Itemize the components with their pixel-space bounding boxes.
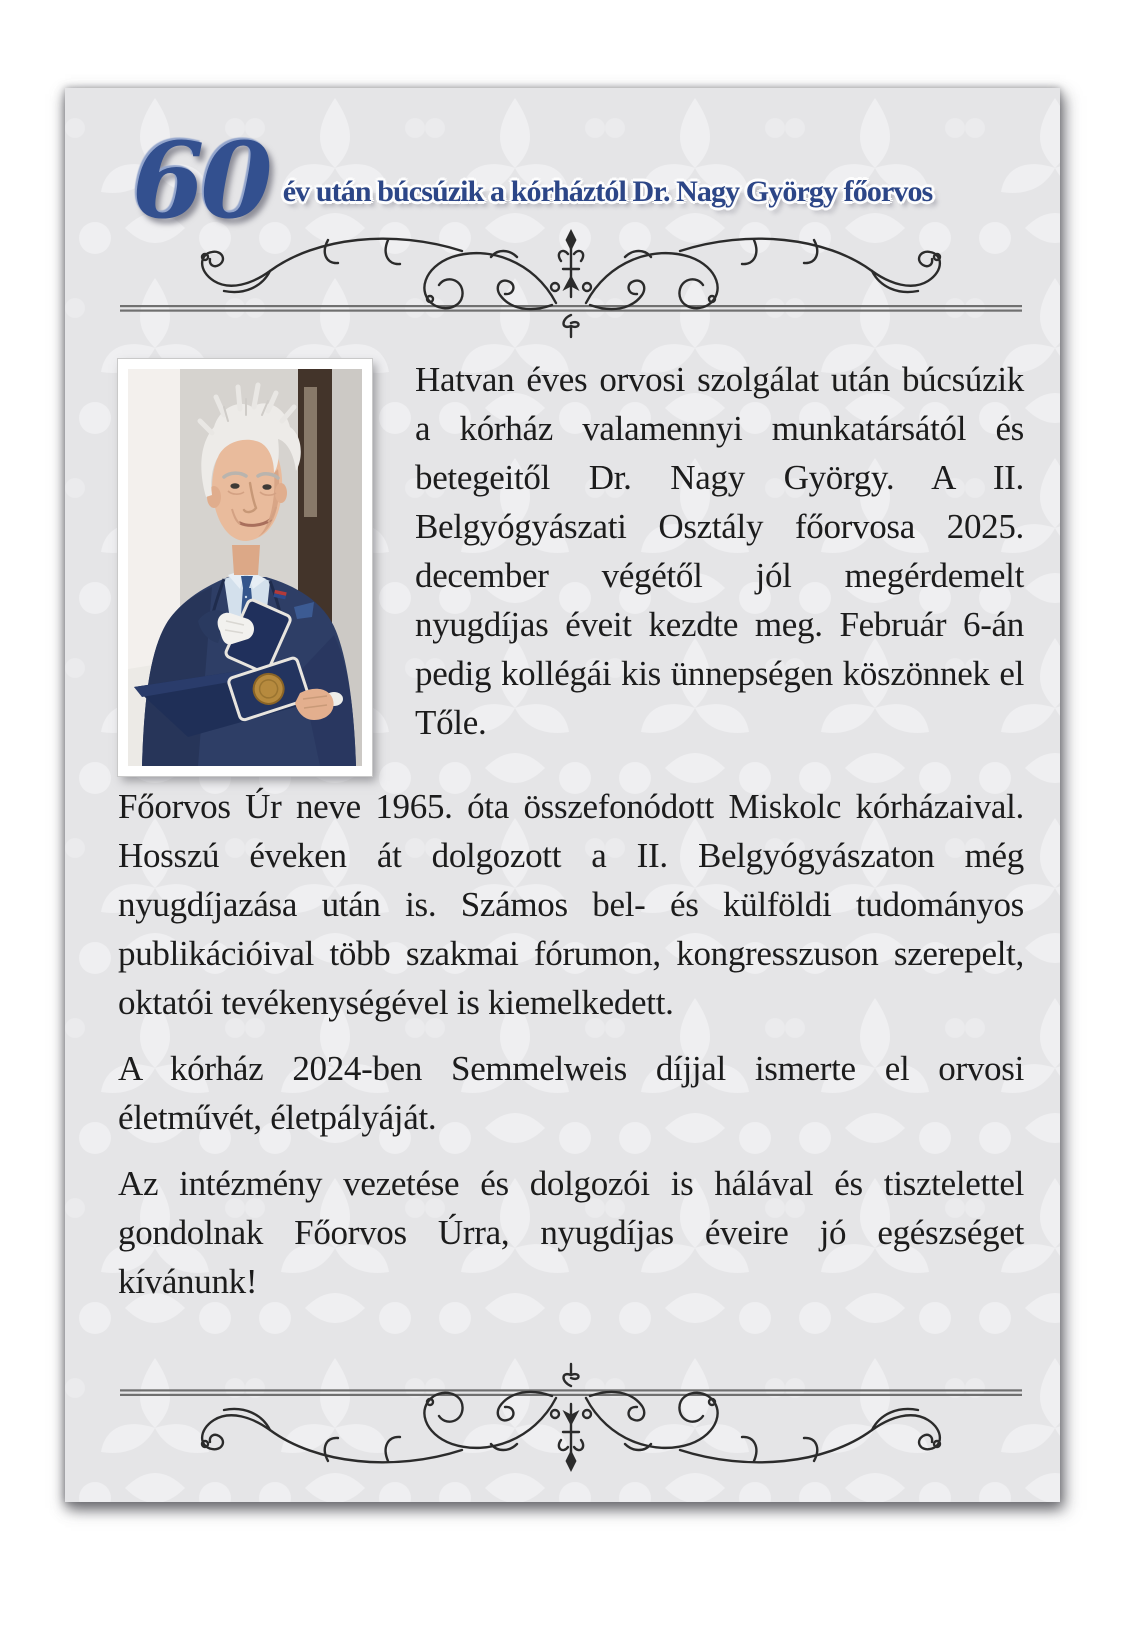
paragraph-1: Hatvan éves orvosi szolgálat után búcsúzik a kórház valamennyi munkatársától és betegeitől Dr. Nagy György. A II. Belgyógyászati Osztály főorvosa 2025. december végétől jól megérdemelt nyugdíjas éveit kezdte meg. Február 6-án pedig kollégái kis ünnepségen köszönnek el Tőle. — [415, 360, 1024, 743]
article-body — [118, 355, 1024, 1306]
header — [132, 119, 1024, 242]
headline-title: év után búcsúzik a kórháztól Dr. Nagy György főorvos — [282, 175, 933, 209]
announcement-card — [65, 88, 1060, 1502]
portrait-photo — [118, 359, 372, 776]
top-flourish-divider-icon — [118, 227, 1024, 339]
paragraph-4: Az intézmény vezetése és dolgozói is hálával és tisztelettel gondolnak Főorvos Úrra, nyugdíjas éveire jó egészséget kívánunk! — [118, 1164, 1024, 1302]
paragraph-2: Főorvos Úr neve 1965. óta összefonódott Miskolc kórházaival. Hosszú éveken át dolgozott a II. Belgyógyászaton még nyugdíjazása után is. Számos bel- és külföldi tudományos publikációival több szakmai fórumon, kongresszuson szerepelt, oktatói tevékenységével is kiemelkedett. — [118, 787, 1024, 1023]
paragraph-3: A kórház 2024-ben Semmelweis díjjal ismerte el orvosi életművét, életpályáját. — [118, 1049, 1024, 1138]
headline-number: 60 — [132, 119, 269, 242]
bottom-flourish-divider-icon — [118, 1362, 1024, 1474]
